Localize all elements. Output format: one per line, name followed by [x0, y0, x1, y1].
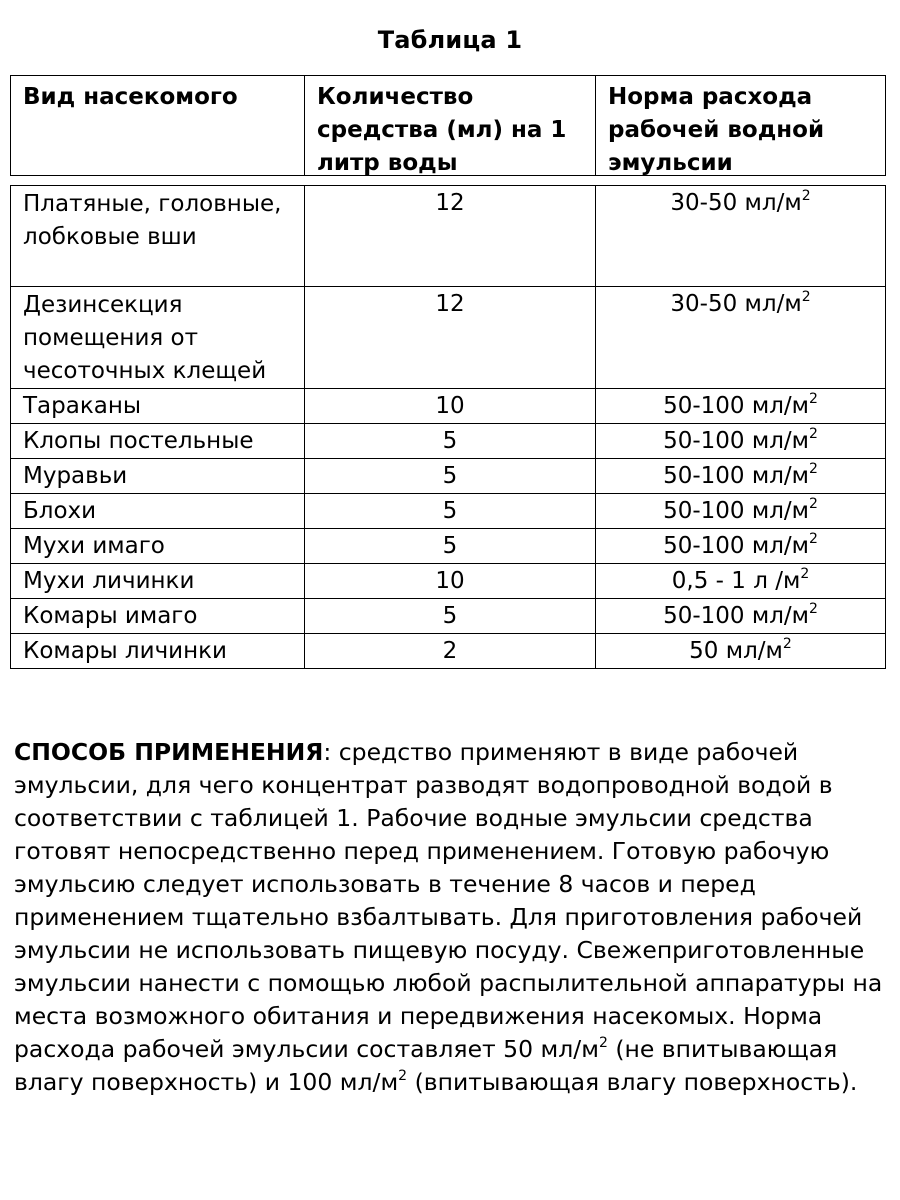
insect-name-cell: Клопы постельные: [11, 424, 305, 459]
rate-cell: [596, 599, 886, 634]
table-row: [11, 287, 886, 389]
table-row: [11, 634, 886, 669]
insect-name-cell: Мухи имаго: [11, 529, 305, 564]
method-text-1: : средство применяют в виде рабочей эмульсии, для чего концентрат разводят водопроводной водой в соответствии с таблицей 1. Рабочие водные эмульсии средства готовят непосредственно перед применением. Готовую рабочую эмульсию следует использовать в течение 8 часов и перед применением тщательно взбалтывать. Для приготовления рабочей эмульсии не использовать пищевую посуду. Свежеприготовленные эмульсии нанести с помощью любой распылительной аппаратуры на места возможного обитания и передвижения насекомых. Норма расхода рабочей эмульсии составляет 50 мл/м: [14, 738, 883, 1063]
rate-value: 50-100 мл/м: [663, 428, 809, 454]
method-label: СПОСОБ ПРИМЕНЕНИЯ: [14, 738, 324, 766]
insect-name-cell: Комары имаго: [11, 599, 305, 634]
rate-cell: [596, 389, 886, 424]
header-quantity: Количество средства (мл) на 1 литр воды: [305, 76, 596, 175]
rate-value: 50-100 мл/м: [663, 498, 809, 524]
rate-superscript: 2: [801, 289, 811, 305]
insecticide-table: [10, 185, 886, 669]
rate-superscript: 2: [800, 566, 810, 582]
table-row: [11, 186, 886, 287]
table-title: Таблица 1: [377, 26, 523, 54]
table-row: [11, 459, 886, 494]
table-row: [11, 424, 886, 459]
table-row: [11, 389, 886, 424]
insect-name-cell: Дезинсекция помещения от чесоточных клещей: [11, 287, 305, 389]
rate-superscript: 2: [801, 188, 811, 204]
quantity-cell: 5: [305, 529, 596, 564]
rate-value: 50-100 мл/м: [663, 393, 809, 419]
application-method-paragraph: [14, 736, 894, 1099]
table-header: [10, 75, 886, 176]
rate-cell: [596, 424, 886, 459]
rate-value: 50-100 мл/м: [663, 533, 809, 559]
rate-superscript: 2: [782, 636, 792, 652]
rate-superscript: 2: [809, 601, 818, 617]
method-text-2: (не впитывающая влагу поверхность) и 100 мл/м: [14, 1035, 838, 1096]
quantity-cell: 5: [305, 494, 596, 529]
rate-value: 50-100 мл/м: [663, 463, 809, 489]
rate-cell: [596, 287, 886, 389]
method-sup-1: 2: [598, 1035, 608, 1051]
rate-value: 0,5 - 1 л /м: [671, 568, 801, 594]
table-row: [11, 529, 886, 564]
insect-name-cell: Блохи: [11, 494, 305, 529]
rate-superscript: 2: [809, 461, 818, 477]
insect-name-cell: Тараканы: [11, 389, 305, 424]
insect-name-cell: Муравьи: [11, 459, 305, 494]
table-row: [11, 494, 886, 529]
table-row: [11, 599, 886, 634]
rate-cell: [596, 186, 886, 287]
rate-cell: [596, 529, 886, 564]
rate-superscript: 2: [809, 496, 818, 512]
rate-cell: [596, 494, 886, 529]
quantity-cell: 2: [305, 634, 596, 669]
insect-name-cell: Комары личинки: [11, 634, 305, 669]
quantity-cell: 10: [305, 564, 596, 599]
quantity-cell: 5: [305, 424, 596, 459]
rate-value: 50-100 мл/м: [663, 603, 809, 629]
rate-superscript: 2: [809, 531, 818, 547]
quantity-cell: 5: [305, 599, 596, 634]
quantity-cell: 12: [305, 186, 596, 287]
rate-superscript: 2: [809, 426, 818, 442]
quantity-cell: 12: [305, 287, 596, 389]
rate-superscript: 2: [809, 391, 818, 407]
insect-name-cell: Мухи личинки: [11, 564, 305, 599]
rate-cell: [596, 564, 886, 599]
insect-name-cell: Платяные, головные, лобковые вши: [11, 186, 305, 287]
rate-cell: [596, 634, 886, 669]
table-row: [11, 564, 886, 599]
rate-value: 30-50 мл/м: [670, 291, 802, 317]
header-insect-type: Вид насекомого: [11, 76, 305, 175]
method-sup-2: 2: [398, 1068, 408, 1084]
rate-value: 30-50 мл/м: [670, 190, 802, 216]
quantity-cell: 5: [305, 459, 596, 494]
method-text-3: (впитывающая влагу поверхность).: [407, 1068, 858, 1096]
quantity-cell: 10: [305, 389, 596, 424]
rate-cell: [596, 459, 886, 494]
header-consumption-rate: Норма расхода рабочей водной эмульсии: [608, 84, 825, 176]
rate-value: 50 мл/м: [689, 638, 783, 664]
